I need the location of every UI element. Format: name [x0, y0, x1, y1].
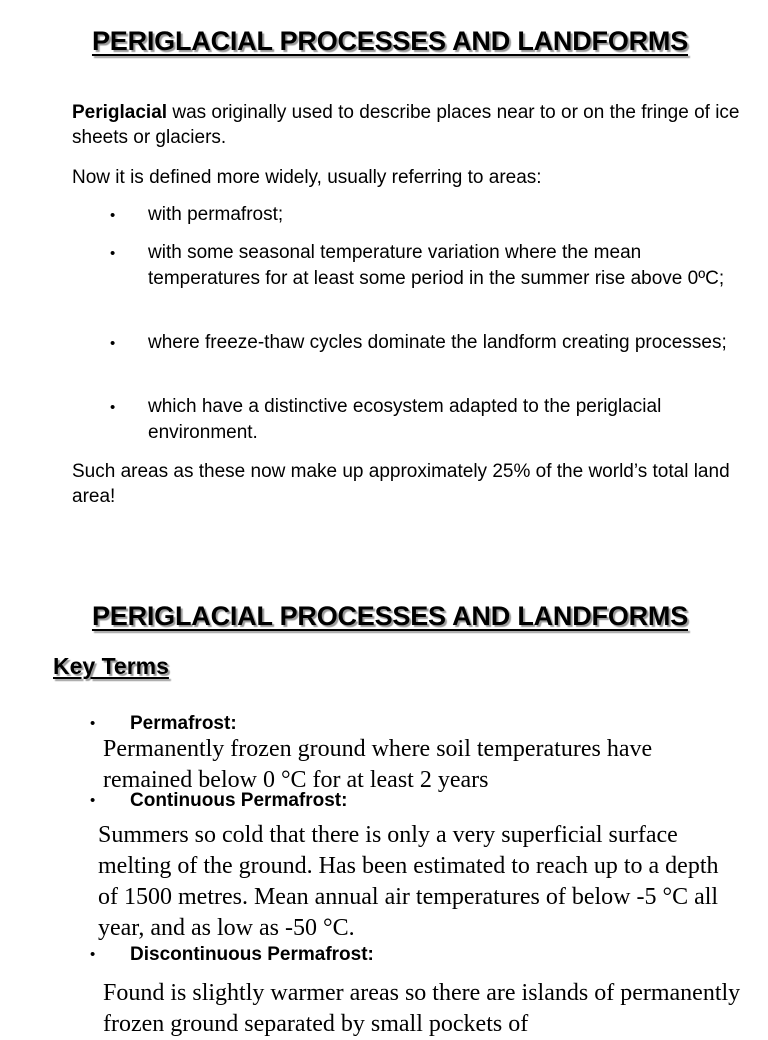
bullet-item: with some seasonal temperature variation where the mean temperatures for at least some period in the summer rise above 0ºC;: [148, 242, 725, 289]
bullet-item: which have a distinctive ecosystem adapted to the periglacial environment.: [148, 396, 662, 443]
intro-text: was originally used to describe places near to or on the fringe of ice sheets or glaciers.: [72, 102, 740, 148]
term-bullet-marker: •: [90, 715, 96, 732]
intro-bold-term: Periglacial: [72, 102, 168, 123]
term-definition-discontinuous: Found is slightly warmer areas so there are islands of permanently frozen ground separated by small pockets of: [103, 980, 741, 1037]
bullet-item: where freeze-thaw cycles dominate the landform creating processes;: [148, 332, 727, 353]
slide2-title: PERIGLACIAL PROCESSES AND LANDFORMS: [91, 601, 689, 631]
bullet-marker: •: [110, 335, 116, 352]
key-terms-heading: Key Terms: [53, 653, 169, 679]
intro-paragraph: [72, 100, 744, 150]
defined-paragraph: Now it is defined more widely, usually referring to areas:: [72, 167, 542, 188]
closing-paragraph: Such areas as these now make up approximately 25% of the world’s total land area!: [72, 461, 730, 507]
term-bullet-marker: •: [90, 792, 96, 809]
term-label-discontinuous: Discontinuous Permafrost:: [130, 944, 374, 965]
bullet-marker: •: [110, 207, 116, 224]
bullet-marker: •: [110, 245, 116, 262]
term-definition-permafrost: Permanently frozen ground where soil temperatures have remained below 0 °C for at least 2 years: [103, 736, 653, 793]
term-label-permafrost: Permafrost:: [130, 713, 237, 734]
slide1-title: PERIGLACIAL PROCESSES AND LANDFORMS: [91, 26, 689, 56]
bullet-marker: •: [110, 399, 116, 416]
bullet-item: with permafrost;: [148, 204, 284, 225]
term-bullet-marker: •: [90, 946, 96, 963]
term-definition-continuous: Summers so cold that there is only a very superficial surface melting of the ground. Has been estimated to reach up to a depth of 1500 metres. Mean annual air temperatures of below -5 °C all year, and as low as -50 °C.: [98, 822, 719, 941]
term-label-continuous: Continuous Permafrost:: [130, 790, 348, 811]
